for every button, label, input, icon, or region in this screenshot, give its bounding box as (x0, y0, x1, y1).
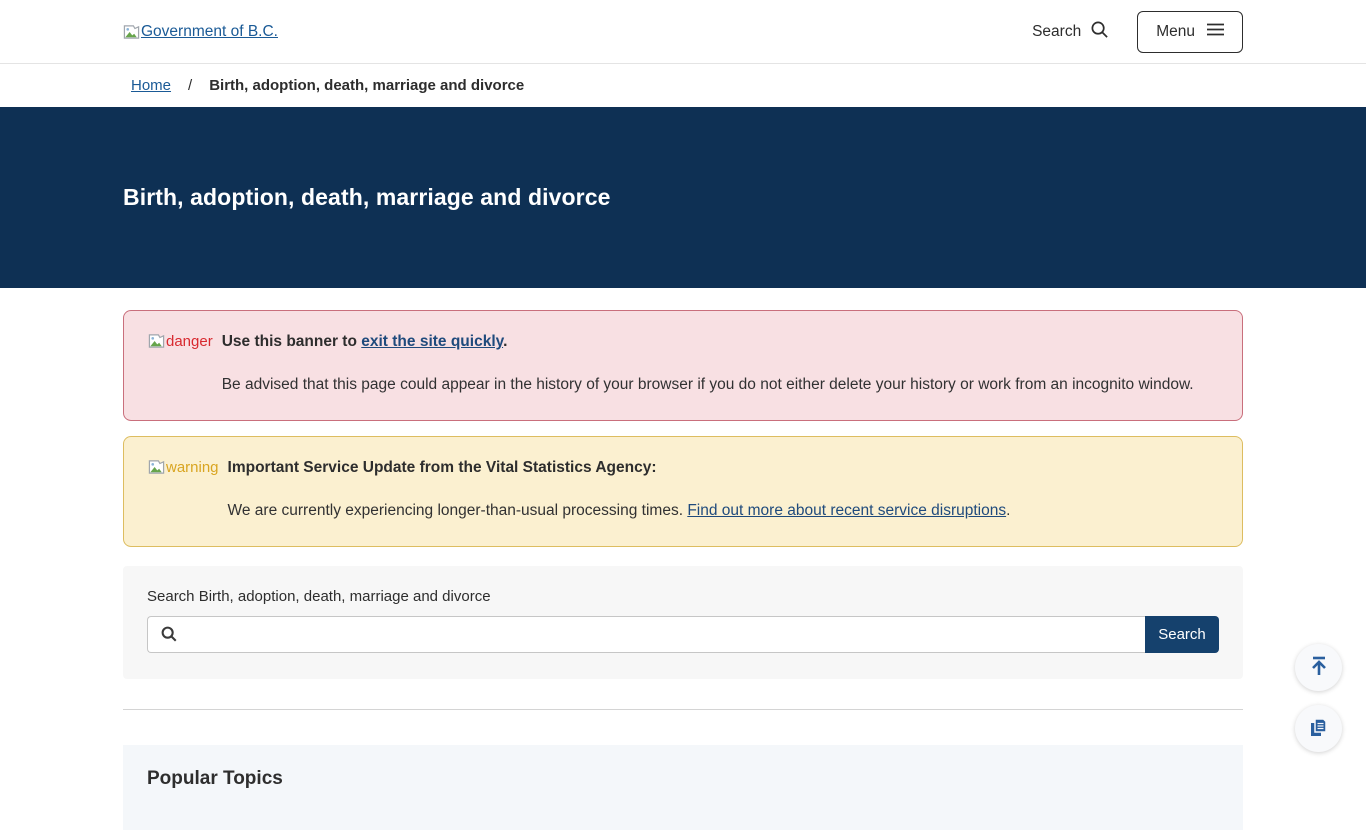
search-icon (160, 625, 178, 648)
topic-search-label: Search Birth, adoption, death, marriage and divorce (147, 587, 491, 605)
header-search-label: Search (1032, 22, 1082, 40)
broken-image-icon (148, 333, 165, 349)
exit-site-alert-title-prefix: Use this banner to (221, 333, 362, 350)
service-update-alert-body (228, 501, 1011, 522)
logo-alt-text: Government of B.C. (141, 22, 278, 40)
exit-site-quickly-link[interactable]: exit the site quickly (361, 333, 504, 350)
danger-image (148, 333, 213, 350)
service-update-alert (123, 436, 1243, 547)
warning-image-alt-text: warning (166, 458, 219, 476)
popular-topics-title: Popular Topics (147, 767, 283, 789)
exit-site-alert (123, 310, 1243, 421)
exit-site-alert-title (222, 332, 1194, 353)
breadcrumb-separator: / (188, 77, 193, 94)
search-icon (1090, 20, 1109, 44)
popular-topics-section (123, 745, 1243, 830)
breadcrumb-home-link[interactable]: Home (131, 77, 172, 94)
breadcrumb-current-page: Birth, adoption, death, marriage and divorce (209, 77, 525, 94)
warning-image (148, 459, 219, 476)
page-title: Birth, adoption, death, marriage and divorce (123, 184, 611, 210)
section-divider (123, 709, 1243, 710)
site-header (0, 0, 1366, 64)
service-update-body-suffix: . (1006, 501, 1011, 519)
header-search-button[interactable] (1032, 20, 1109, 44)
broken-image-icon (148, 459, 165, 475)
hero-banner (0, 107, 1366, 288)
menu-button-label: Menu (1156, 22, 1195, 40)
topic-search-button[interactable]: Search (1145, 616, 1219, 653)
exit-site-alert-body: Be advised that this page could appear in the history of your browser if you do not either delete your history or work from an incognito window. (221, 375, 1194, 393)
danger-image-alt-text: danger (166, 333, 213, 350)
logo-link[interactable] (123, 23, 278, 41)
broken-image-icon (123, 24, 140, 40)
exit-site-alert-title-suffix: . (503, 333, 508, 350)
service-update-alert-title: Important Service Update from the Vital Statistics Agency: (227, 458, 657, 476)
main-content (0, 288, 1366, 830)
copy-contents-button[interactable] (1295, 705, 1342, 752)
copy-pages-icon (1307, 716, 1330, 742)
menu-button[interactable] (1137, 11, 1243, 53)
service-disruptions-link[interactable]: Find out more about recent service disruptions (687, 501, 1007, 519)
topic-search-input[interactable] (147, 616, 1145, 653)
back-to-top-button[interactable] (1295, 644, 1342, 691)
hamburger-icon (1207, 23, 1224, 41)
service-update-body-prefix: We are currently experiencing longer-than-usual processing times. (227, 501, 688, 519)
arrow-up-icon (1307, 654, 1331, 681)
topic-search-panel (123, 566, 1243, 679)
breadcrumb (0, 64, 1366, 107)
